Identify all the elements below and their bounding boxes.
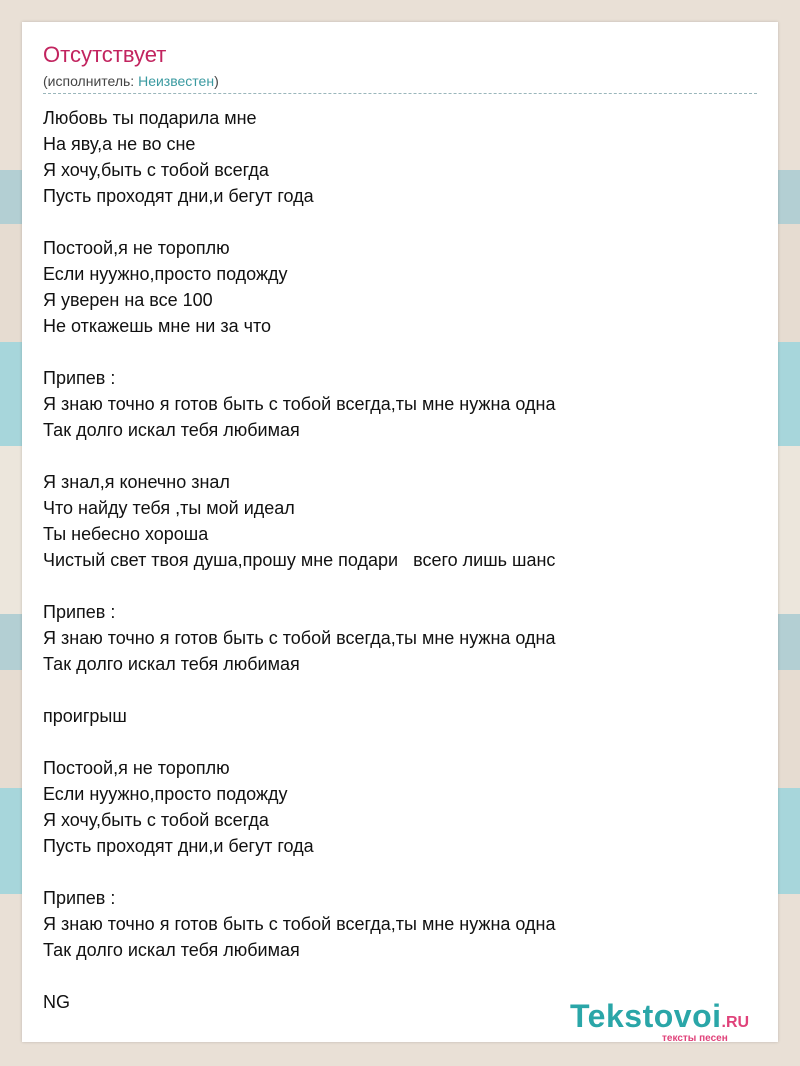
logo-tagline: тексты песен	[662, 1033, 728, 1044]
song-title: Отсутствует	[43, 42, 167, 67]
artist-prefix: (исполнитель:	[43, 73, 139, 89]
logo-name: Tekstovoi	[570, 998, 722, 1034]
artist-link[interactable]: Неизвестен	[138, 73, 215, 89]
lyrics-text: Любовь ты подарила мне На яву,а не во сне Я хочу,быть с тобой всегда Пусть проходят дни,и бегут года Постоой,я не тороплю Если нуужно,просто подожду Я уверен на все 100 Не откажешь мне ни за что Припев : Я знаю точно я готов быть с тобой всегда,ты мне нужна одна Так долго искал тебя любимая Я знал,я конечно знал Что найду тебя ,ты мой идеал Ты небесно хороша Чистый свет твоя душа,прошу мне подари всего лишь шанс Припев : Я знаю точно я готов быть с тобой всегда,ты мне нужна одна Так долго искал тебя любимая проигрыш Постоой,я не тороплю Если нуужно,просто подожду Я хочу,быть с тобой всегда Пусть проходят дни,и бегут года Припев : Я знаю точно я готов быть с тобой всегда,ты мне нужна одна Так долго искал тебя любимая NG	[43, 108, 556, 1012]
site-logo[interactable]	[570, 998, 780, 1042]
logo-tld: .RU	[721, 1014, 750, 1031]
logo-wordmark	[570, 998, 749, 1035]
dashed-divider	[43, 93, 757, 94]
artist-line	[43, 73, 219, 89]
artist-suffix: )	[214, 73, 219, 89]
lyrics-card	[22, 22, 778, 1042]
